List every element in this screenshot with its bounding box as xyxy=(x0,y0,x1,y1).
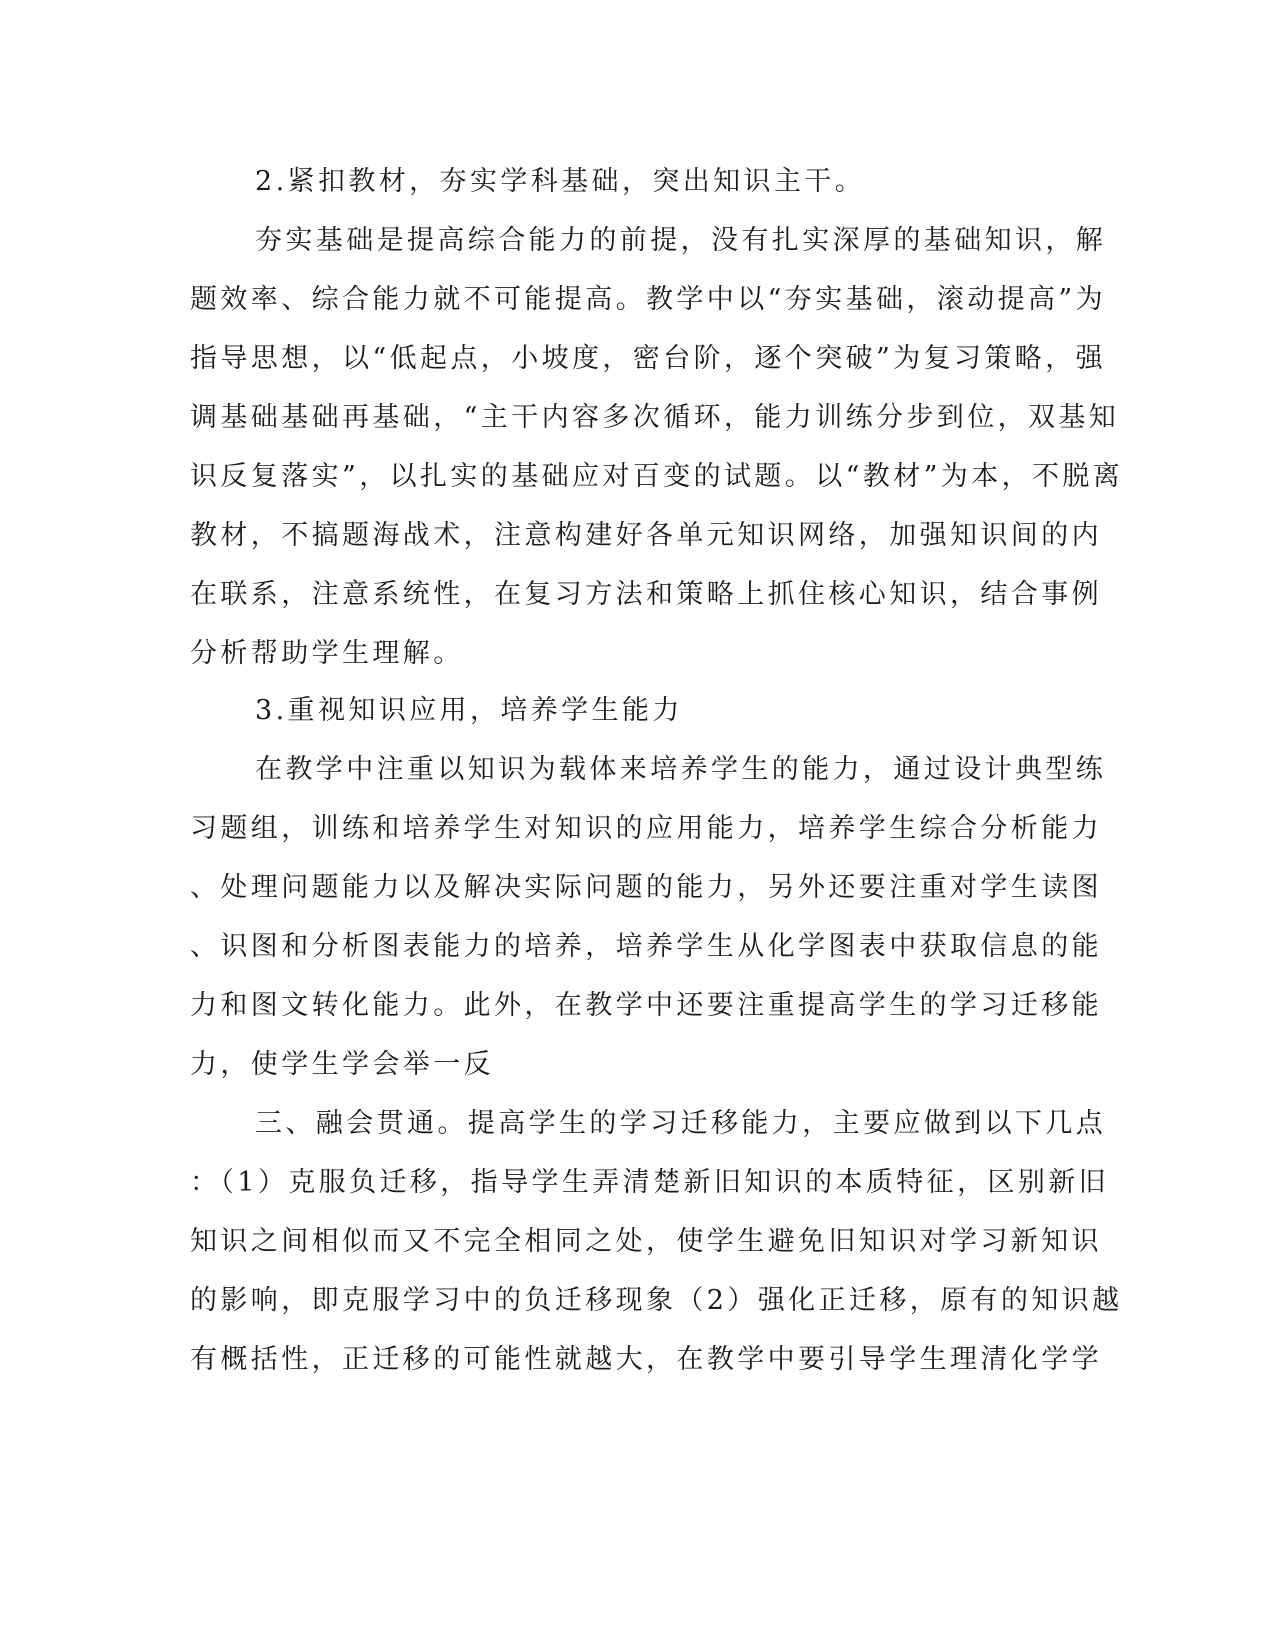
section-heading-2: 2.紧扣教材，夯实学科基础，突出知识主干。 xyxy=(255,166,866,197)
paragraph-3-line-3: 知识之间相似而又不完全相同之处，使学生避免旧知识对学习新知识 xyxy=(190,1226,1102,1257)
paragraph-1-line-2: 题效率、综合能力就不可能提高。教学中以“夯实基础，滚动提高”为 xyxy=(190,284,1107,315)
paragraph-1-line-7: 在联系，注意系统性，在复习方法和策略上抓住核心知识，结合事例 xyxy=(190,579,1102,610)
paragraph-1-line-5: 识反复落实”，以扎实的基础应对百变的试题。以“教材”为本，不脱离 xyxy=(190,461,1124,492)
paragraph-2-line-3: 、处理问题能力以及解决实际问题的能力，另外还要注重对学生读图 xyxy=(190,872,1102,903)
paragraph-3-line-1: 三、融会贯通。提高学生的学习迁移能力，主要应做到以下几点 xyxy=(255,1108,1107,1139)
paragraph-2-line-1: 在教学中注重以知识为载体来培养学生的能力，通过设计典型练 xyxy=(255,754,1107,785)
paragraph-3-line-4: 的影响，即克服学习中的负迁移现象（2）强化正迁移，原有的知识越 xyxy=(190,1285,1123,1316)
paragraph-2-line-6: 力，使学生学会举一反 xyxy=(190,1049,494,1080)
paragraph-3-line-5: 有概括性，正迁移的可能性就越大，在教学中要引导学生理清化学学 xyxy=(190,1344,1102,1375)
paragraph-2-line-4: 、识图和分析图表能力的培养，培养学生从化学图表中获取信息的能 xyxy=(190,931,1102,962)
paragraph-1-line-3: 指导思想，以“低起点，小坡度，密台阶，逐个突破”为复习策略，强 xyxy=(190,343,1107,374)
section-heading-3: 3.重视知识应用，培养学生能力 xyxy=(255,695,683,726)
paragraph-1-line-6: 教材，不搞题海战术，注意构建好各单元知识网络，加强知识间的内 xyxy=(190,520,1102,551)
paragraph-1-line-4: 调基础基础再基础，“主干内容多次循环，能力训练分步到位，双基知 xyxy=(190,402,1120,433)
paragraph-2-line-5: 力和图文转化能力。此外，在教学中还要注重提高学生的学习迁移能 xyxy=(190,990,1102,1021)
paragraph-2-line-2: 习题组，训练和培养学生对知识的应用能力，培养学生综合分析能力 xyxy=(190,813,1102,844)
paragraph-3-line-2: ：（1）克服负迁移，指导学生弄清楚新旧知识的本质特征，区别新旧 xyxy=(190,1167,1110,1198)
paragraph-1-line-8: 分析帮助学生理解。 xyxy=(190,638,464,669)
paragraph-1-line-1: 夯实基础是提高综合能力的前提，没有扎实深厚的基础知识，解 xyxy=(255,225,1107,256)
